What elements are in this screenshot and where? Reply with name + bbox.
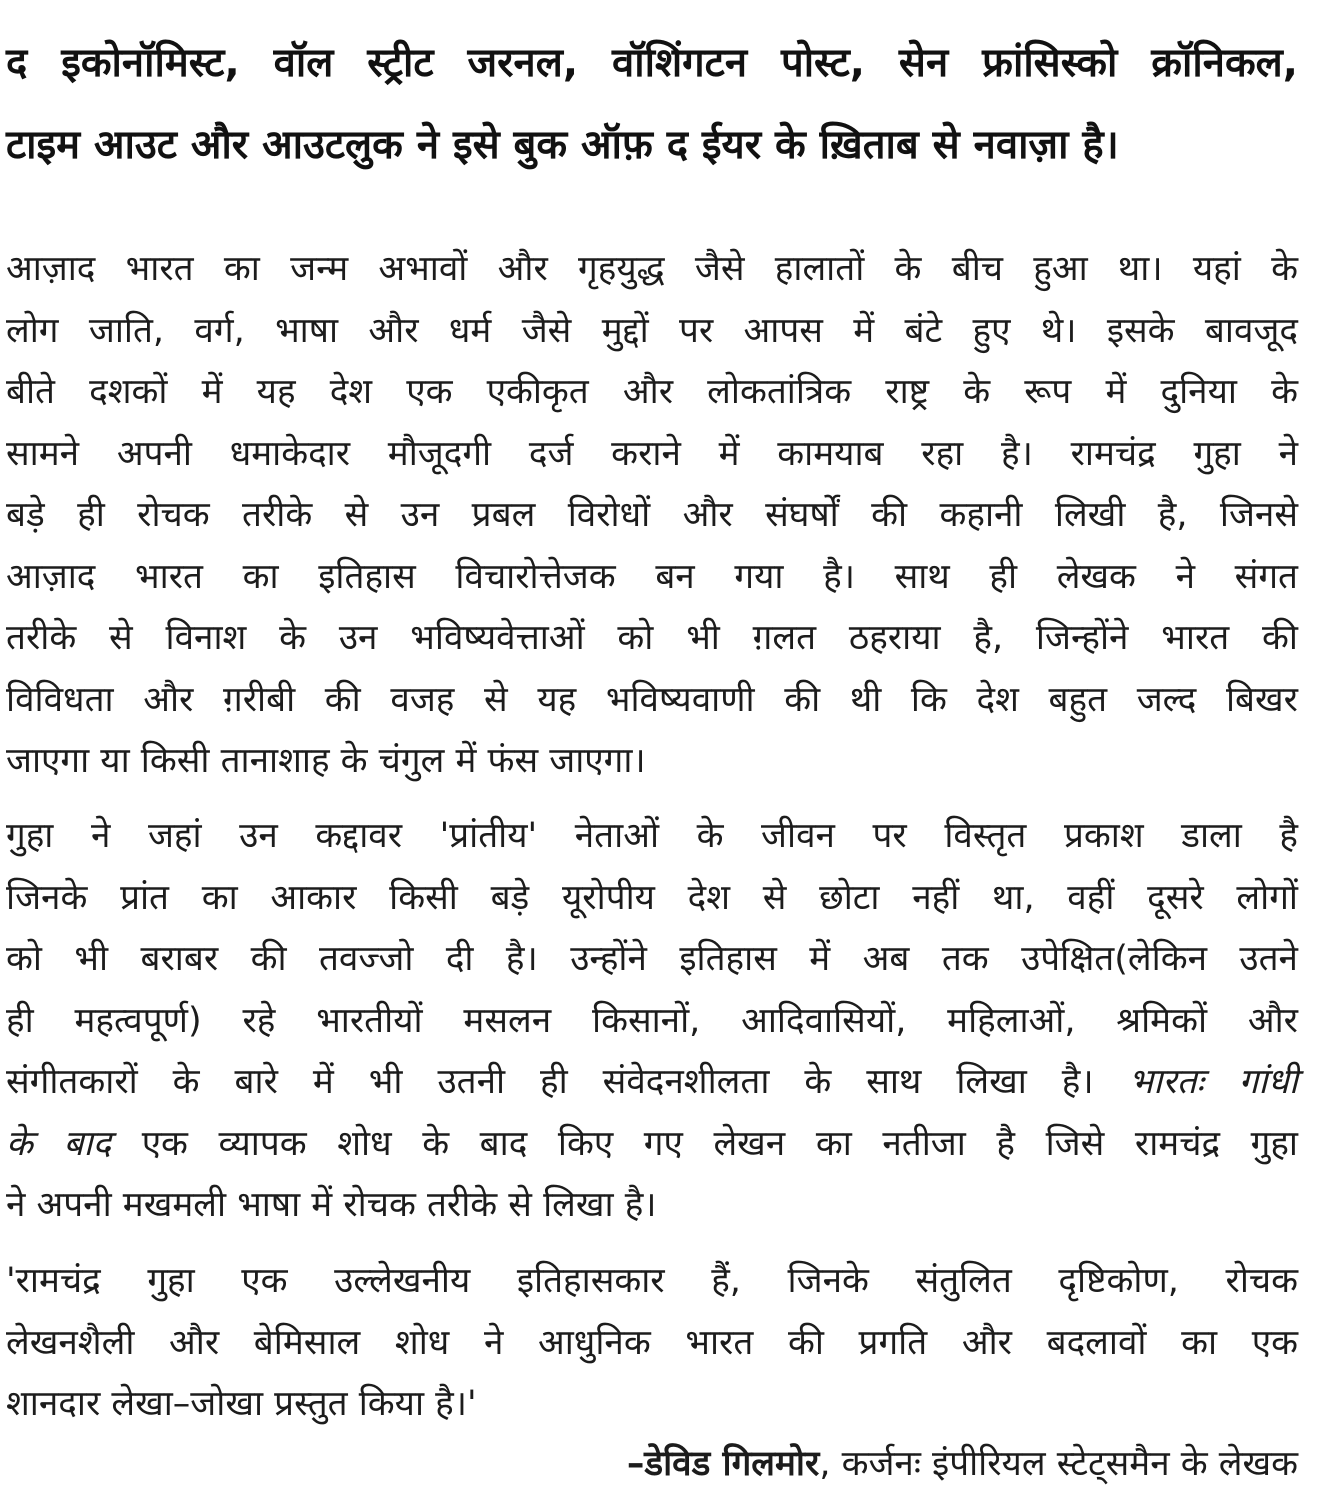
paragraph-1-line: जाएगा या किसी तानाशाह के चंगुल में फंस जाएगा।: [6, 741, 646, 781]
quote-line: लेखनशैली और बेमिसाल शोध ने आधुनिक भारत की प्रगति और बदलावों का एक: [6, 1322, 1298, 1363]
description-paragraph-2: [6, 806, 1298, 1237]
awards-headline: [6, 0, 1298, 186]
paragraph-2-line-6-text: एक व्यापक शोध के बाद किए गए लेखन का नतीजा है जिसे रामचंद्र गुहा: [111, 1123, 1298, 1164]
paragraph-1-line: तरीके से विनाश के उन भविष्यवेत्ताओं को भी ग़लत ठहराया है, जिन्होंने भारत की: [6, 618, 1298, 658]
paragraph-2-line: गुहा ने जहां उन कद्दावर 'प्रांतीय' नेताओं के जीवन पर विस्तृत प्रकाश डाला है: [6, 816, 1298, 856]
paragraph-1-line: आज़ाद भारत का जन्म अभावों और गृहयुद्ध जैसे हालातों के बीच हुआ था। यहां के: [6, 249, 1298, 289]
quote-attribution: [627, 1434, 1298, 1494]
paragraph-1-line: सामने अपनी धमाकेदार मौजूदगी दर्ज कराने में कामयाब रहा है। रामचंद्र गुहा ने: [6, 433, 1298, 474]
paragraph-1-line: आज़ाद भारत का इतिहास विचारोत्तेजक बन गया है। साथ ही लेखक ने संगत: [6, 556, 1298, 597]
paragraph-1-line: बीते दशकों में यह देश एक एकीकृत और लोकतांत्रिक राष्ट्र के रूप में दुनिया के: [6, 372, 1298, 412]
paragraph-2-line: जिनके प्रांत का आकार किसी बड़े यूरोपीय देश से छोटा नहीं था, वहीं दूसरे लोगों: [6, 877, 1298, 918]
book-back-cover-page: [6, 0, 1298, 1500]
paragraph-2-line-5-text: संगीतकारों के बारे में भी उतनी ही संवेदनशीलता के साथ लिखा है।: [6, 1062, 1129, 1102]
headline-line-2: टाइम आउट और आउटलुक ने इसे बुक ऑफ़ द ईयर के ख़िताब से नवाज़ा है।: [6, 122, 1119, 168]
description-paragraph-1: [6, 239, 1298, 793]
book-title-part-2: के बाद: [6, 1123, 112, 1164]
paragraph-1-line: बड़े ही रोचक तरीके से उन प्रबल विरोधों और संघर्षों की कहानी लिखी है, जिनसे: [6, 495, 1298, 535]
paragraph-1-line: विविधता और ग़रीबी की वजह से यह भविष्यवाणी की थी कि देश बहुत जल्द बिखर: [6, 679, 1298, 720]
book-title-part-1: भारतः गांधी: [1128, 1062, 1298, 1102]
headline-line-1: द इकोनॉमिस्ट, वॉल स्ट्रीट जरनल, वॉशिंगटन पोस्ट, सेन फ्रांसिस्को क्रॉनिकल,: [6, 40, 1298, 86]
paragraph-2-line: ही महत्वपूर्ण) रहे भारतीयों मसलन किसानों, आदिवासियों, महिलाओं, श्रमिकों और: [6, 1000, 1298, 1041]
quote-line: 'रामचंद्र गुहा एक उल्लेखनीय इतिहासकार हैं, जिनके संतुलित दृष्टिकोण, रोचक: [6, 1261, 1298, 1301]
paragraph-2-line: ने अपनी मखमली भाषा में रोचक तरीके से लिखा है।: [6, 1185, 657, 1225]
review-quote: [6, 1251, 1298, 1436]
paragraph-2-line: को भी बराबर की तवज्जो दी है। उन्होंने इतिहास में अब तक उपेक्षित(लेकिन उतने: [6, 939, 1298, 979]
paragraph-2-line: [6, 1052, 1298, 1114]
quote-line: शानदार लेखा–जोखा प्रस्तुत किया है।': [6, 1384, 477, 1424]
attribution-details: , कर्जनः इंपीरियल स्टेट्समैन के लेखक: [819, 1444, 1298, 1484]
paragraph-1-line: लोग जाति, वर्ग, भाषा और धर्म जैसे मुद्दों पर आपस में बंटे हुए थे। इसके बावजूद: [6, 310, 1298, 351]
attribution-author: –डेविड गिलमोर: [626, 1444, 820, 1484]
paragraph-2-line: [6, 1114, 1298, 1176]
